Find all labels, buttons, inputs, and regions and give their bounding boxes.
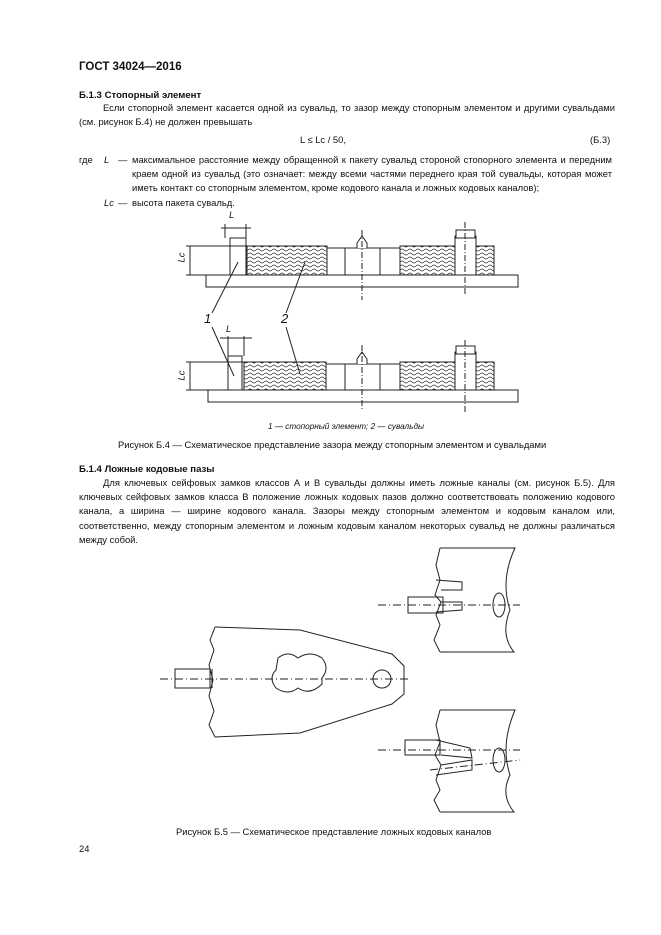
definition-symbol: L [104, 154, 110, 165]
figure-b5-caption: Рисунок Б.5 — Схематическое представление ложных кодовых каналов [176, 826, 492, 837]
figure-b4-legend: 1 — стопорный элемент; 2 — сувальды [268, 422, 425, 431]
dim-label-Lc-top: Lc [175, 252, 187, 263]
document-header: ГОСТ 34024—2016 [79, 61, 182, 73]
figure-b4-caption: Рисунок Б.4 — Схематическое представление зазора между стопорным элементом и сувальдами [118, 439, 547, 450]
callout-2: 2 [281, 311, 289, 326]
dim-label-L-bottom: L [226, 323, 232, 334]
detail-bottom [378, 710, 520, 812]
paragraph-b14: Для ключевых сейфовых замков классов А и В сувальды должны иметь ложные каналы (см. рисунок Б.5). Для ключевых сейфовых замков класса В положение ложных кодовых пазов должно соответствовать положению кодового канала, а ширина — ширине кодового канала. Зазоры между стопорным элементом и кодовым каналом или, соответственно, между стопорным элементом и ложным кодовым каналом некоторых сувальд не должны различаться между собой. [79, 477, 615, 545]
where-label: где [79, 154, 93, 165]
section-heading-b14: Б.1.4 Ложные кодовые пазы [79, 464, 215, 475]
formula-number: (Б.3) [590, 134, 611, 145]
dim-label-L-top: L [229, 209, 235, 220]
definition-text: максимальное расстояние между обращенной к пакету сувальд стороной стопорного элемента и передним краем одной из сувальд (это означает: между всеми частями переднего края той сувальды, которая может иметь контакт со стопорным элементом, кроме кодового канала и ложных кодовых каналов); [132, 154, 612, 194]
lever-plate [175, 627, 404, 737]
definition-dash: — [118, 154, 128, 165]
section-heading-b13: Б.1.3 Стопорный элемент [79, 90, 202, 101]
detail-top [378, 548, 520, 652]
callout-1: 1 [204, 311, 212, 326]
dim-label-Lc-bottom: Lc [175, 370, 187, 381]
definition-text: высота пакета сувальд. [132, 196, 235, 208]
paragraph-b13: Если стопорной элемент касается одной из сувальд, то зазор между стопорным элементом и другими сувальдами (см. рисунок Б.4) не должен превышать [79, 102, 615, 128]
page-number: 24 [79, 843, 90, 854]
definition-symbol: Lc [104, 196, 114, 208]
formula-b3: L ≤ Lc / 50, [300, 134, 346, 145]
definition-dash: — [118, 196, 128, 208]
